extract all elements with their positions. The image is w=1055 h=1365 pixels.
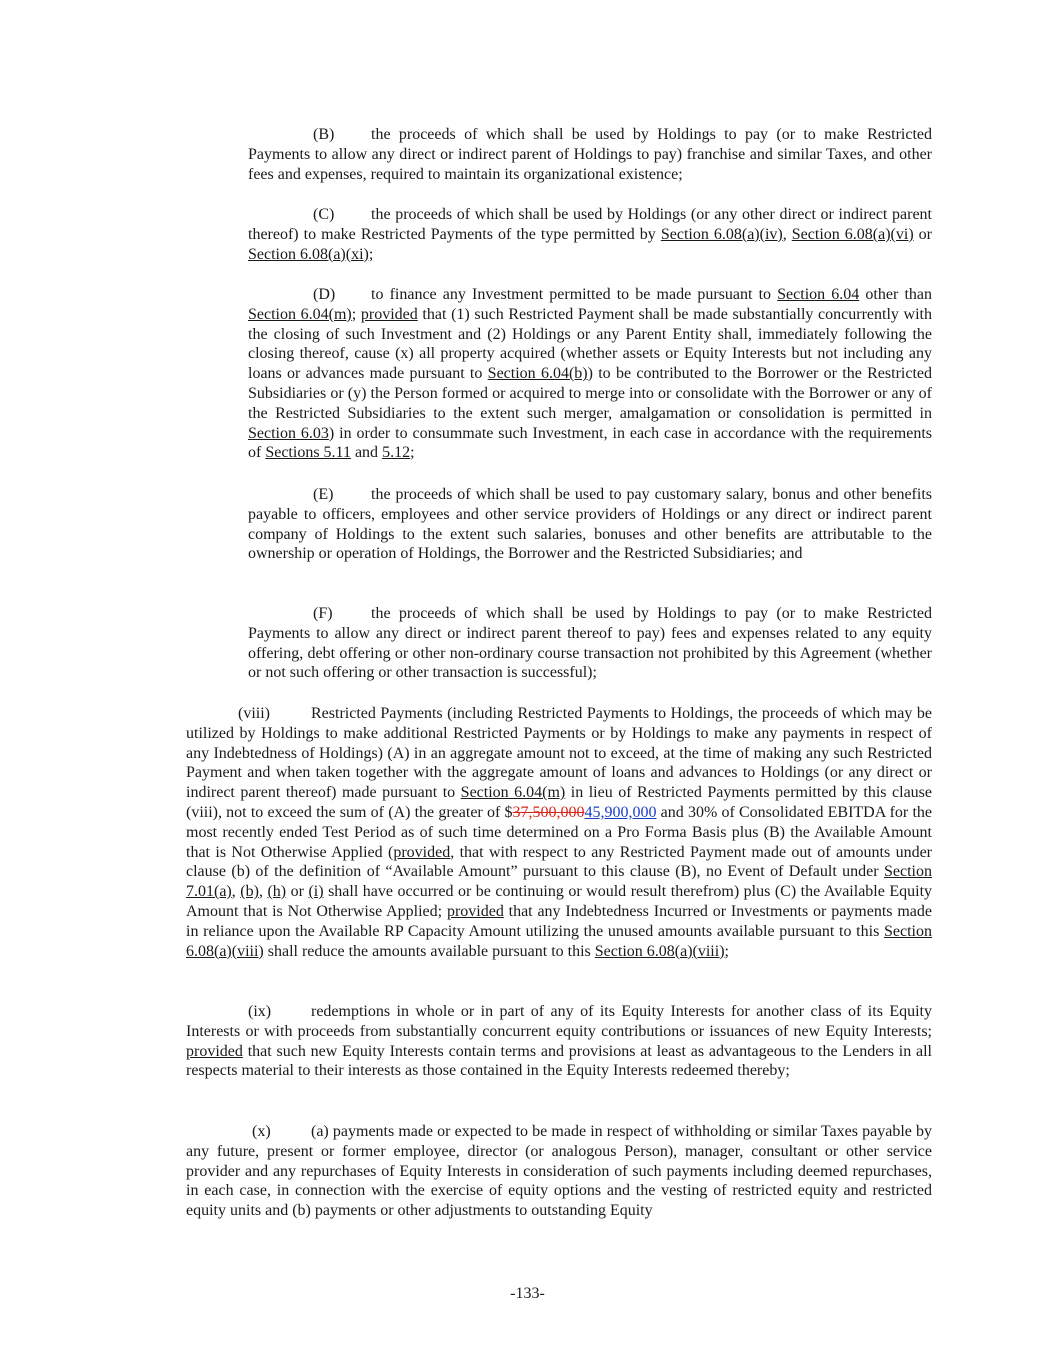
clause-label: (F) — [313, 605, 333, 622]
section-reference: Section 6.08(a)(viii) — [594, 942, 725, 960]
section-reference: Section 6.04(m) — [460, 784, 566, 802]
deleted-amount: 37,500,000 — [512, 803, 585, 821]
section-reference: Section 6.03 — [248, 424, 329, 442]
clause-viii: (viii) Restricted Payments (including Restricted Payments to Holdings, the proceeds of which may be utilized by Holdings to make additional Restricted Payments or by Holdings to make any payments in respect of any Indebtedness of Holdings) (A) in an aggregate amount not to exceed, at the time of making any such Restricted Payment and when taken together with the aggregate amount of loans and advances to Holdings (or any direct or indirect parent thereof) made pursuant to Section 6.04(m) in lieu of Restricted Payments permitted by this clause (viii), not to exceed the sum of (A) the greater of $37,500,00045,900,000 and 30% of Consolidated EBITDA for the most recently ended Test Period as of such time determined on a Pro Forma Basis plus (B) the Available Amount that is Not Otherwise Applied (provided, that with respect to any Restricted Payment made out of amounts under clause (b) of the definition of “Available Amount” pursuant to this clause (B), no Event of Default under Section 7.01(a), (b), (h) or (i) shall have occurred or be continuing or would result therefrom) plus (C) the Available Equity Amount that is Not Otherwise Applied; provided that any Indebtedness Incurred or Investments or payments made in reliance upon the Available RP Capacity Amount utilizing the unused amounts available pursuant to this Section 6.08(a)(viii) shall reduce the amounts available pursuant to this Section 6.08(a)(viii); — [186, 705, 933, 960]
section-reference: Sections 5.11 — [265, 444, 351, 462]
clause-d: (D) to finance any Investment permitted to be made pursuant to Section 6.04 other than Section 6.04(m); provided that (1) such Restricted Payment shall be made substantially concurrently with the closing of such Investment and (2) Holdings or any Parent Entity shall, immediately following the closing thereof, cause (x) all property acquired (whether assets or Equity Interests but not including any loans or advances made pursuant to Section 6.04(b)) to be contributed to the Borrower or the Restricted Subsidiaries or (y) the Person formed or acquired to merge into or consolidate with the Borrower or any of the Restricted Subsidiaries to the extent such merger, amalgamation or consolidation is permitted in Section 6.03) in order to consummate such Investment, in each case in accordance with the requirements of Sections 5.11 and 5.12; — [248, 286, 933, 462]
defined-term: provided — [360, 305, 418, 323]
clause-b: (B) the proceeds of which shall be used by Holdings to pay (or to make Restricted Payments to allow any direct or indirect parent of Holdings to pay) franchise and similar Taxes, and other fees and expenses, required to maintain its organizational existence; — [248, 126, 932, 183]
clause-label: (D) — [313, 286, 336, 303]
inserted-amount: 45,900,000 — [584, 803, 657, 821]
section-reference: Section 6.04(b) — [487, 365, 588, 383]
clause-label: (x) — [252, 1123, 271, 1140]
clause-label: (E) — [313, 486, 334, 503]
clause-label: (B) — [313, 126, 335, 143]
section-reference: Section 6.08(a)(vi) — [791, 225, 914, 243]
clause-e: (E) the proceeds of which shall be used to pay customary salary, bonus and other benefits payable to officers, employees and other service providers of Holdings or any direct or indirect parent company of Holdings to the extent such salaries, bonuses and other benefits are attributable to the ownership or operation of Holdings, the Borrower and the Restricted Subsidiaries; and — [248, 486, 932, 563]
clause-ix: (ix) redemptions in whole or in part of any of its Equity Interests for another class of its Equity Interests or with proceeds from substantially concurrent equity contributions or issuances of new Equity Interests; provided that such new Equity Interests contain terms and provisions at least as advantageous to the Lenders in all respects material to their interests as those contained in the Equity Interests redeemed thereby; — [186, 1003, 932, 1080]
defined-term: provided — [186, 1042, 243, 1060]
clause-label: (viii) — [238, 705, 270, 722]
section-reference: Section 7.01(a) — [186, 863, 932, 901]
section-reference: (b) — [240, 883, 259, 901]
section-reference: (h) — [267, 883, 287, 901]
clause-x: (x) (a) payments made or expected to be made in respect of withholding or similar Taxes payable by any future, present or former employee, director (or analogous Person), manager, consultant or other service provider and any repurchases of Equity Interests in consideration of such payments including deemed repurchases, in each case, in connection with the exercise of equity options and the vesting of restricted equity and restricted equity units and (b) payments or other adjustments to outstanding Equity — [186, 1123, 932, 1220]
clause-c: (C) the proceeds of which shall be used by Holdings (or any other direct or indirect parent thereof) to make Restricted Payments of the type permitted by Section 6.08(a)(iv), Section 6.08(a)(vi) or Section 6.08(a)(xi); — [248, 206, 933, 263]
section-reference: (i) — [308, 883, 324, 901]
page-number: -133- — [510, 1285, 545, 1302]
section-reference: 5.12 — [382, 444, 411, 462]
section-reference: Section 6.08(a)(xi) — [248, 245, 369, 263]
clause-label: (ix) — [248, 1003, 272, 1020]
defined-term: provided — [393, 843, 451, 861]
section-reference: Section 6.04(m) — [248, 305, 352, 323]
clause-f: (F) the proceeds of which shall be used by Holdings to pay (or to make Restricted Payments to allow any direct or indirect parent thereof to pay) fees and expenses related to any equity offering, debt offering or other non-ordinary course transaction not prohibited by this Agreement (whether or not such offering or other transaction is successful); — [248, 605, 932, 682]
section-reference: Section 6.08(a)(viii) — [186, 922, 932, 960]
clause-label: (C) — [313, 206, 335, 223]
section-reference: Section 6.08(a)(iv) — [660, 225, 783, 243]
defined-term: provided — [446, 902, 504, 920]
section-reference: Section 6.04 — [777, 286, 860, 303]
